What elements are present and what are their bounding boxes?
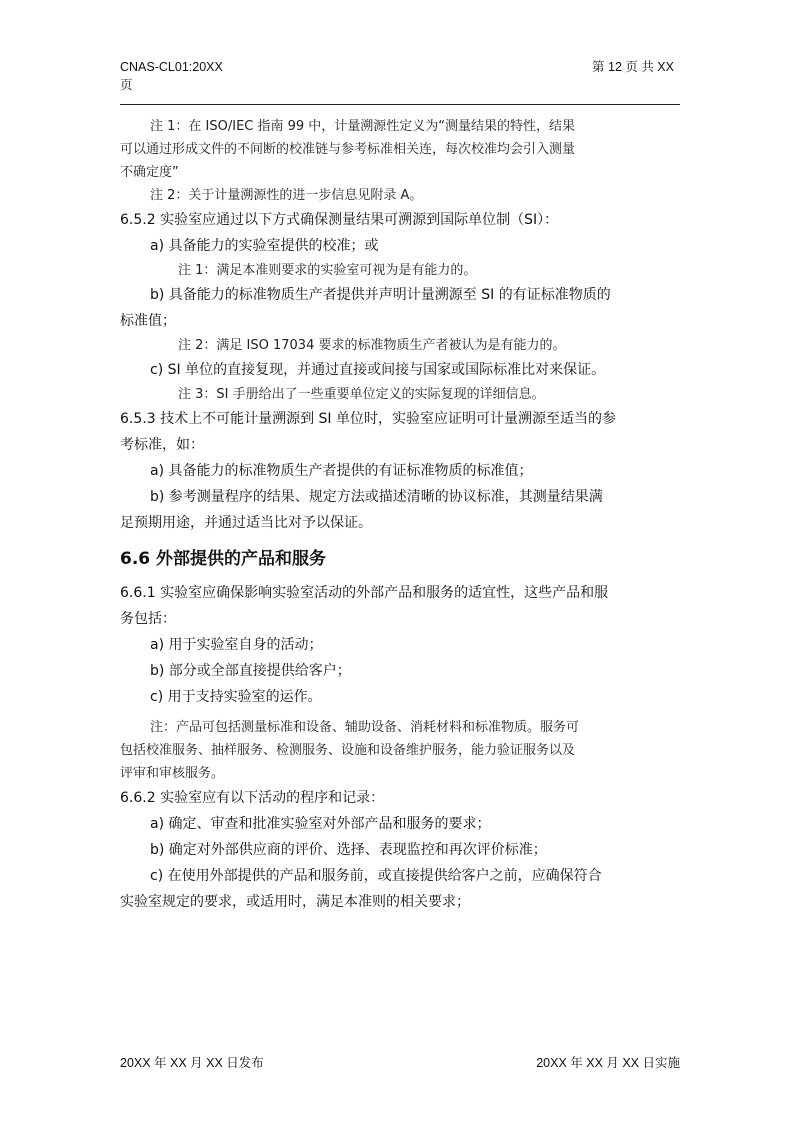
text-line: 务包括： — [120, 611, 176, 627]
text-line: b) 具备能力的标准物质生产者提供并声明计量溯源至 SI 的有证标准物质的 — [150, 287, 611, 303]
footer-implement-date: 20XX 年 XX 月 XX 日实施 — [536, 1056, 680, 1070]
text-line: a) 确定、审查和批准实验室对外部产品和服务的要求； — [150, 816, 491, 832]
text-line: b) 部分或全部直接提供给客户； — [150, 663, 351, 679]
text-line: 实验室规定的要求，或适用时，满足本准则的相关要求； — [120, 894, 470, 910]
text-line: 足预期用途，并通过适当比对予以保证。 — [120, 515, 372, 531]
text-line: c) 在使用外部提供的产品和服务前，或直接提供给客户之前，应确保符合 — [150, 868, 602, 884]
document-body — [120, 115, 685, 915]
note-line: 不确定度” — [120, 165, 179, 180]
note-line: 注 2：关于计量溯源性的进一步信息见附录 A。 — [150, 188, 423, 203]
footer-publish-date: 20XX 年 XX 月 XX 日发布 — [120, 1056, 264, 1070]
text-line: 考标准，如： — [120, 437, 204, 453]
doc-code: CNAS-CL01:20XX — [120, 60, 223, 74]
header-rule — [120, 104, 680, 105]
note-line: 注 2：满足 ISO 17034 要求的标准物质生产者被认为是有能力的。 — [178, 338, 566, 353]
text-line: b) 确定对外部供应商的评价、选择、表现监控和再次评价标准； — [150, 842, 547, 858]
section-heading: 6.6 外部提供的产品和服务 — [120, 549, 327, 569]
note-line: 注 3：SI 手册给出了一些重要单位定义的实际复现的详细信息。 — [178, 387, 545, 402]
text-line: 6.6.1 实验室应确保影响实验室活动的外部产品和服务的适宜性，这些产品和服 — [120, 585, 609, 601]
note-line: 注 1：满足本准则要求的实验室可视为是有能力的。 — [178, 263, 477, 278]
page-suffix: 页 — [120, 78, 133, 92]
note-line: 注 1：在 ISO/IEC 指南 99 中，计量溯源性定义为“测量结果的特性，结果 — [150, 119, 576, 134]
text-line: b) 参考测量程序的结果、规定方法或描述清晰的协议标准，其测量结果满 — [150, 489, 603, 505]
note-line: 注：产品可包括测量标准和设备、辅助设备、消耗材料和标准物质。服务可 — [150, 720, 580, 735]
note-line: 可以通过形成文件的不间断的校准链与参考标准相关连，每次校准均会引入测量 — [120, 142, 576, 157]
text-line: 6.5.3 技术上不可能计量溯源到 SI 单位时，实验室应证明可计量溯源至适当的参 — [120, 411, 616, 427]
text-line: a) 具备能力的实验室提供的校准；或 — [150, 238, 379, 254]
text-line: c) SI 单位的直接复现，并通过直接或间接与国家或国际标准比对来保证。 — [150, 362, 606, 378]
text-line: a) 具备能力的标准物质生产者提供的有证标准物质的标准值； — [150, 463, 533, 479]
text-line: c) 用于支持实验室的运作。 — [150, 689, 322, 705]
header-doc-code — [120, 58, 223, 94]
header-page-info: 第 12 页 共 XX — [592, 60, 674, 74]
text-line: 标准值； — [120, 313, 176, 329]
text-line: 6.6.2 实验室应有以下活动的程序和记录： — [120, 790, 385, 806]
note-line: 评审和审核服务。 — [120, 766, 225, 781]
text-line: 6.5.2 实验室应通过以下方式确保测量结果可溯源到国际单位制（SI）： — [120, 212, 559, 228]
text-line: a) 用于实验室自身的活动； — [150, 637, 323, 653]
note-line: 包括校准服务、抽样服务、检测服务、设施和设备维护服务，能力验证服务以及 — [120, 743, 576, 758]
